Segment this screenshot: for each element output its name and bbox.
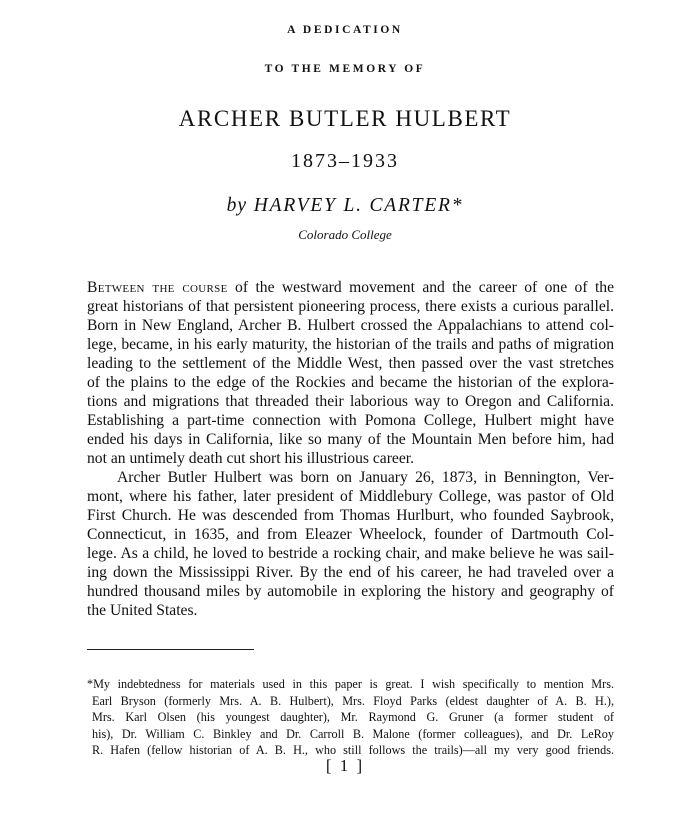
paragraph-line: not an untimely death cut short his illustrious career.: [87, 450, 414, 467]
paragraph-2: [87, 468, 614, 620]
paragraph-line: lege. As a child, he loved to bestride a rocking chair, and make believe he was sail-: [87, 545, 614, 562]
paragraph-line-text: of the westward movement and the career of one of the: [227, 279, 614, 296]
footnote-line: Earl Bryson (formerly Mrs. A. B. Hulbert), Mrs. Floyd Parks (eldest daughter of A. B. H.),: [92, 693, 614, 708]
footnote-divider: [87, 649, 254, 650]
paragraph-line: the United States.: [87, 602, 198, 619]
paragraph-line: ing down the Mississippi River. By the end of his career, he had traveled over a: [87, 564, 614, 581]
paragraph-line: great historians of that persistent pioneering process, there exists a curious parallel.: [87, 298, 614, 315]
author-affiliation: Colorado College: [298, 227, 392, 242]
paragraph-line: leading to the settlement of the Middle West, then passed over the vast stretches: [87, 355, 614, 372]
paragraph-line: mont, where his father, later president of Middlebury College, was pastor of Old: [87, 488, 614, 505]
paragraph-line: tions and migrations that threaded their laborious way to Oregon and California.: [87, 393, 614, 410]
paragraph-line: Born in New England, Archer B. Hulbert crossed the Appalachians to attend col-: [87, 317, 614, 334]
paragraph-line: ended his days in California, like so many of the Mountain Men before him, had: [87, 431, 614, 448]
memory-heading: TO THE MEMORY OF: [264, 63, 426, 75]
paragraph-line: Establishing a part-time connection with Pomona College, Hulbert might have: [87, 412, 614, 429]
dedication-heading: A DEDICATION: [287, 24, 403, 36]
honoree-name: ARCHER BUTLER HULBERT: [178, 106, 512, 131]
author-name: HARVEY L. CARTER*: [253, 195, 464, 216]
footnote: [87, 676, 614, 759]
footnote-line: his), Dr. William C. Binkley and Dr. Carroll B. Malone (former colleagues), and Dr. LeRoy: [92, 726, 614, 741]
paragraph-1: [87, 278, 614, 468]
lead-in-small-caps: Between the course: [87, 279, 228, 296]
paragraph-line: lege, became, in his early maturity, the historian of the trails and paths of migration: [87, 336, 614, 353]
footnote-line: Mrs. Karl Olsen (his youngest daughter), Mr. Raymond G. Gruner (a former student of: [92, 710, 614, 724]
paragraph-line: Archer Butler Hulbert was born on January 26, 1873, in Bennington, Ver-: [117, 469, 614, 486]
footnote-line: R. Hafen (fellow historian of A. B. H., who still follows the trails)—all my very good friends.: [92, 743, 614, 757]
page-number: [ 1 ]: [325, 756, 365, 775]
byline-by: by: [226, 195, 248, 216]
honoree-years: 1873–1933: [291, 150, 399, 172]
paragraph-line: First Church. He was descended from Thomas Hurlburt, who founded Saybrook,: [87, 507, 614, 524]
paragraph-line: hundred thousand miles by automobile in exploring the history and geography of: [87, 583, 614, 600]
footnote-line: *My indebtedness for materials used in this paper is great. I wish specifically to mention Mrs.: [87, 677, 614, 691]
paragraph-line: [87, 278, 614, 297]
paragraph-line: Connecticut, in 1635, and from Eleazer Wheelock, founder of Dartmouth Col-: [87, 526, 614, 543]
paragraph-line: of the plains to the edge of the Rockies and became the historian of the explora-: [87, 374, 614, 391]
author-byline: [0, 195, 690, 217]
